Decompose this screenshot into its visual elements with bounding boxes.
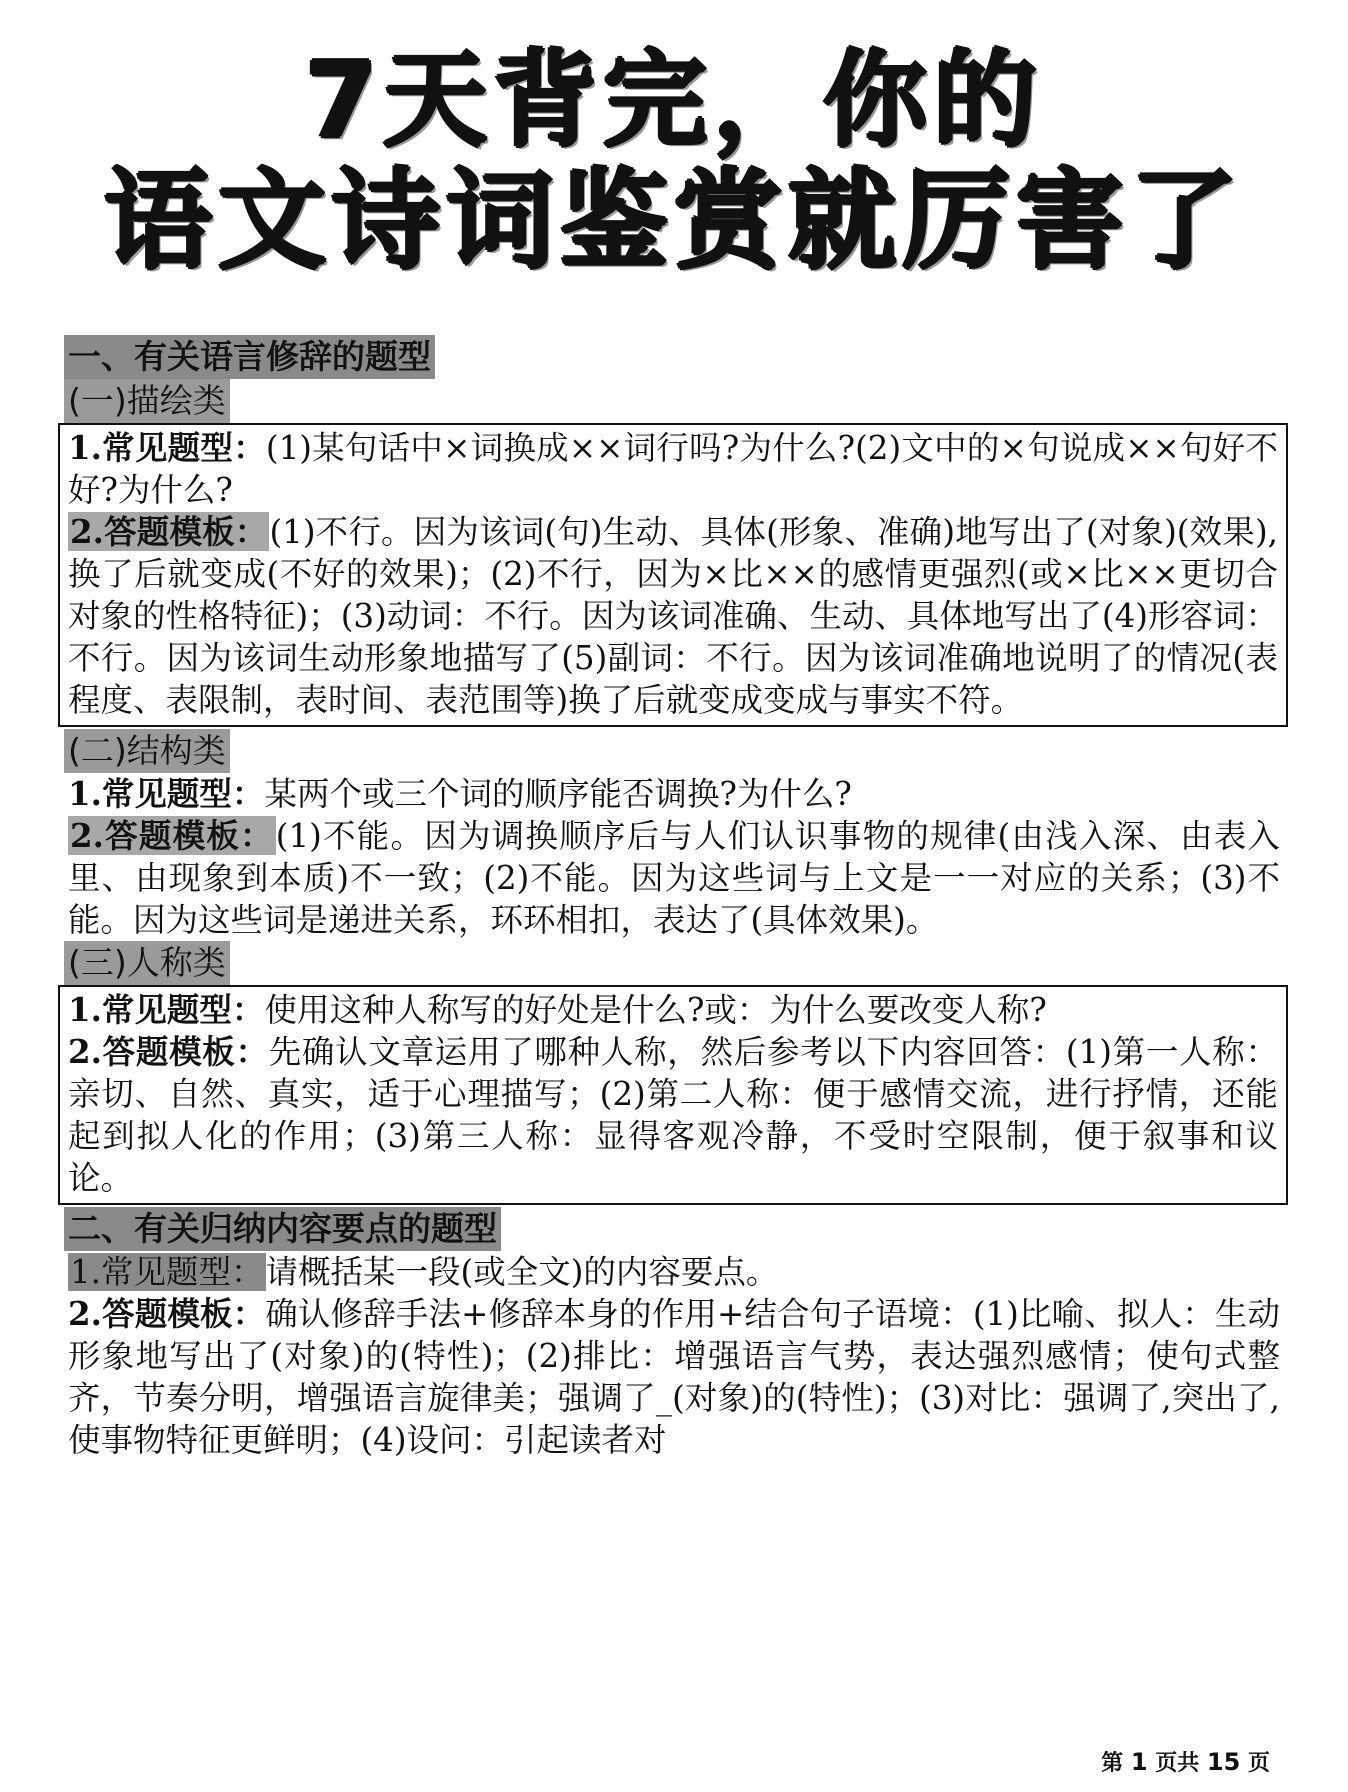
- page-number: 1: [1130, 1748, 1148, 1776]
- sub3-question: 1.常见题型：使用这种人称写的好处是什么?或：为什么要改变人称?: [68, 990, 1047, 1029]
- sub1-answer: 2.答题模板：(1)不行。因为该词(句)生动、具体(形象、准确)地写出了(对象)(效果),换了后就变成(不好的效果)；(2)不行，因为×比××的感情更强烈(或×比××更切合对象的性格特征)；(3)动词：不行。因为该词准确、生动、具体地写出了(4)形容词：不行。因为该词生动形象地描写了(5)副词：不行。因为该词准确地说明了的情况(表程度、表限制，表时间、表范围等)换了后就变成变成与事实不符。: [68, 512, 1278, 719]
- section2-answer: 2.答题模板：确认修辞手法+修辞本身的作用+结合句子语境：(1)比喻、拟人：生动形象地写出了(对象)的(特性)；(2)排比：增强语言气势，表达强烈感情；使句式整齐，节奏分明，增强语言旋律美；强调了_(对象)的(特性)；(3)对比：强调了,突出了,使事物特征更鲜明；(4)设问：引起读者对: [68, 1294, 1280, 1459]
- sub2-question: 1.常见题型：某两个或三个词的顺序能否调换?为什么?: [68, 774, 852, 813]
- sub2-heading: (二)结构类: [64, 729, 1284, 773]
- page-total: 15: [1206, 1748, 1241, 1776]
- page-title-line1: 7天背完，你的: [304, 39, 1044, 161]
- section1-heading: 一、有关语言修辞的题型: [64, 335, 1284, 379]
- sub2-content: [64, 773, 1284, 941]
- section2-content: [64, 1251, 1284, 1461]
- sub3-heading: (三)人称类: [64, 941, 1284, 985]
- sub3-answer: 2.答题模板：先确认文章运用了哪种人称，然后参考以下内容回答：(1)第一人称：亲切、自然、真实，适于心理描写；(2)第二人称：便于感情交流，进行抒情，还能起到拟人化的作用；(3)第三人称：显得客观冷静，不受时空限制，便于叙事和议论。: [68, 1032, 1278, 1197]
- sub1-heading: (一)描绘类: [64, 379, 1284, 423]
- page-title-line2: 语文诗词鉴赏就厉害了: [103, 159, 1244, 284]
- sub3-box: [58, 985, 1288, 1205]
- section2-heading: 二、有关归纳内容要点的题型: [64, 1207, 1284, 1251]
- section2-question: 1.常见题型：请概括某一段(或全文)的内容要点。: [70, 1253, 779, 1291]
- sub1-box: [58, 423, 1288, 727]
- page-footer: 第 1 页共 15 页: [1101, 1748, 1270, 1776]
- sub2-answer: 2.答题模板：(1)不能。因为调换顺序后与人们认识事物的规律(由浅入深、由表入里、由现象到本质)不一致；(2)不能。因为这些词与上文是一一对应的关系；(3)不能。因为这些词是递进关系，环环相扣，表达了(具体效果)。: [68, 816, 1280, 939]
- document-body: [64, 335, 1284, 1461]
- sub1-question: 1.常见题型：(1)某句话中×词换成××词行吗?为什么?(2)文中的×句说成××句好不好?为什么?: [68, 428, 1278, 509]
